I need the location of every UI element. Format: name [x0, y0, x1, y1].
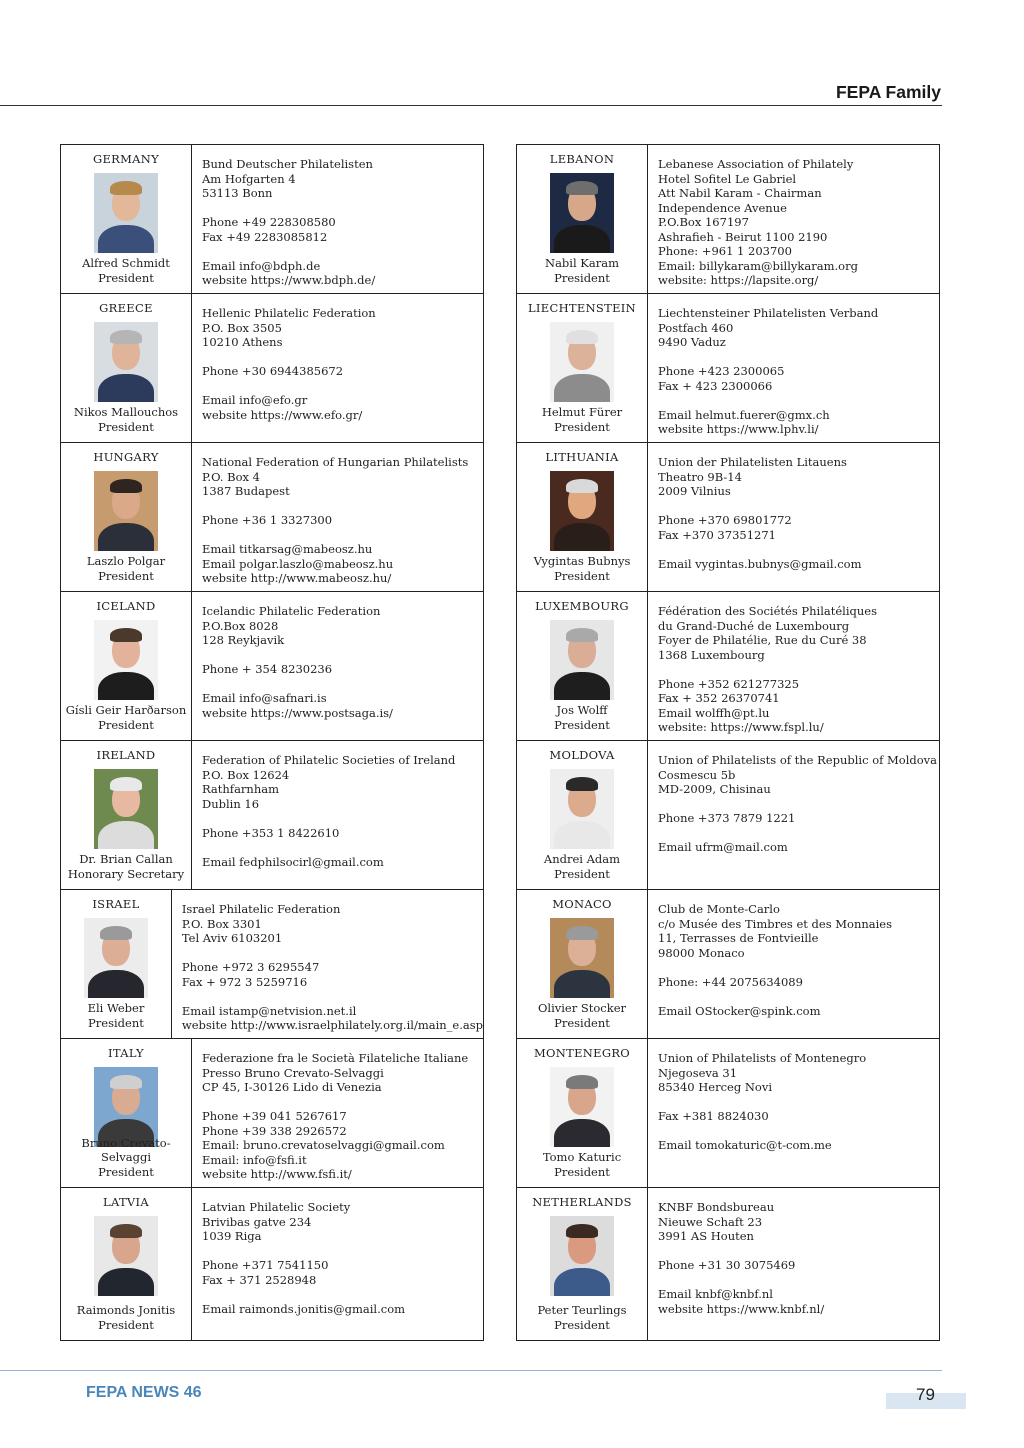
- contact-details: [192, 443, 483, 591]
- contact-line: Phone +353 1 8422610: [202, 825, 340, 840]
- contact-line: P.O. Box 12624: [202, 767, 290, 782]
- representative-caption: [61, 1303, 191, 1332]
- contact-block: [202, 215, 483, 244]
- federation-entry: [61, 890, 483, 1039]
- contact-block: [202, 1109, 483, 1182]
- contact-details: [648, 294, 939, 442]
- contact-line: Njegoseva 31: [658, 1065, 738, 1080]
- contact-block: [202, 604, 483, 648]
- representative-role: President: [554, 1015, 610, 1030]
- federation-entry: [61, 294, 483, 443]
- representative-name: Olivier Stocker: [537, 1001, 627, 1015]
- federation-entry: [61, 592, 483, 741]
- contact-block: [658, 1287, 939, 1316]
- representative-caption: [517, 405, 647, 434]
- country-name: HUNGARY: [93, 450, 159, 464]
- representative-cell: [61, 890, 172, 1038]
- contact-line: Ashrafieh - Beirut 1100 2190: [658, 229, 828, 244]
- contact-line: Hellenic Philatelic Federation: [202, 306, 376, 320]
- contact-line: Phone +371 7541150: [202, 1258, 329, 1272]
- contact-block: [202, 157, 483, 201]
- contact-line: Email vygintas.bubnys@gmail.com: [658, 556, 862, 571]
- representative-caption: [517, 1150, 647, 1179]
- contact-line: Hotel Sofitel Le Gabriel: [658, 171, 797, 186]
- portrait-photo: [94, 173, 158, 253]
- contact-line: Israel Philatelic Federation: [181, 902, 341, 916]
- contact-block: [658, 811, 939, 826]
- country-name: LIECHTENSTEIN: [528, 301, 636, 315]
- contact-line: Email: info@fsfi.it: [202, 1152, 307, 1167]
- portrait-photo: [550, 769, 614, 849]
- representative-role: President: [88, 1015, 144, 1030]
- representative-cell: [61, 1039, 192, 1187]
- portrait-photo: [550, 1216, 614, 1296]
- contact-line: Phone: +961 1 203700: [658, 244, 792, 258]
- representative-name: Nikos Mallouchos: [73, 405, 179, 419]
- contact-block: [658, 408, 939, 437]
- country-name: ITALY: [108, 1046, 144, 1060]
- federation-entry: [517, 890, 939, 1039]
- country-name: IRELAND: [96, 748, 156, 762]
- representative-role: President: [98, 419, 154, 434]
- representative-name: Bruno Crevato-Selvaggi: [81, 1135, 171, 1164]
- country-name: LITHUANIA: [545, 450, 619, 464]
- contact-line: Phone +972 3 6295547: [181, 960, 320, 974]
- contact-details: [648, 443, 939, 591]
- representative-role: President: [98, 568, 154, 583]
- contact-block: [658, 902, 939, 960]
- representative-cell: [517, 145, 648, 293]
- representative-cell: [61, 294, 192, 442]
- contact-block: [658, 364, 939, 393]
- contact-line: Email polgar.laszlo@mabeosz.hu: [202, 556, 394, 571]
- contact-line: Fax +49 2283085812: [202, 229, 328, 244]
- contact-block: [658, 557, 939, 572]
- contact-block: [202, 455, 483, 499]
- federation-entry: [61, 741, 483, 890]
- contact-line: Fax +370 37351271: [658, 527, 776, 542]
- contact-block: [658, 1051, 939, 1095]
- contact-line: website http://www.mabeosz.hu/: [202, 571, 392, 585]
- contact-line: Union of Philatelists of the Republic of Moldova: [658, 753, 938, 767]
- contact-block: [658, 1004, 939, 1019]
- contact-line: website: https://www.fspl.lu/: [658, 720, 824, 734]
- contact-line: Fédération des Sociétés Philatéliques: [658, 604, 878, 618]
- contact-line: National Federation of Hungarian Philatelists: [202, 455, 469, 469]
- representative-name: Jos Wolff: [556, 703, 608, 717]
- representative-name: Tomo Katuric: [542, 1150, 622, 1164]
- representative-cell: [61, 592, 192, 740]
- contact-line: Email info@safnari.is: [202, 691, 327, 705]
- representative-caption: [517, 1001, 647, 1030]
- contact-block: [658, 455, 939, 499]
- contact-line: Fax + 352 26370741: [658, 691, 780, 705]
- contact-details: [648, 1039, 939, 1187]
- country-name: ICELAND: [96, 599, 156, 613]
- contact-line: Phone +423 2300065: [658, 364, 785, 378]
- contact-line: Phone +373 7879 1221: [658, 811, 796, 825]
- contact-line: P.O. Box 4: [202, 469, 260, 484]
- contact-block: [202, 855, 483, 870]
- contact-line: Icelandic Philatelic Federation: [202, 604, 381, 618]
- representative-caption: [61, 1136, 191, 1180]
- contact-block: [658, 1138, 939, 1153]
- contact-line: website: https://lapsite.org/: [658, 273, 819, 287]
- contact-line: Email ufrm@mail.com: [658, 840, 788, 854]
- contact-line: P.O.Box 167197: [658, 215, 749, 229]
- contact-line: Email istamp@netvision.net.il: [181, 1003, 357, 1018]
- contact-line: 53113 Bonn: [202, 186, 273, 200]
- contact-line: Theatro 9B-14: [658, 469, 742, 484]
- contact-details: [648, 741, 939, 889]
- contact-line: Federation of Philatelic Societies of Ireland: [202, 753, 456, 767]
- contact-line: Presso Bruno Crevato-Selvaggi: [202, 1065, 384, 1080]
- section-title: FEPA Family: [835, 82, 941, 102]
- federation-entry: [61, 1039, 483, 1188]
- representative-caption: [61, 1001, 171, 1030]
- portrait-photo: [550, 471, 614, 551]
- federation-entry: [61, 145, 483, 294]
- contact-line: Phone +31 30 3075469: [658, 1258, 796, 1272]
- representative-caption: [517, 256, 647, 285]
- portrait-photo: [550, 1067, 614, 1147]
- contact-line: MD-2009, Chisinau: [658, 782, 771, 796]
- contact-line: 2009 Vilnius: [658, 484, 731, 498]
- contact-line: 85340 Herceg Novi: [658, 1080, 772, 1094]
- contact-line: 98000 Monaco: [658, 945, 745, 960]
- contact-line: Brivibas gatve 234: [202, 1214, 312, 1229]
- federation-entry: [517, 592, 939, 741]
- contact-details: [192, 1039, 483, 1187]
- representative-cell: [517, 1039, 648, 1187]
- contact-block: [202, 826, 483, 841]
- contact-line: Fax + 423 2300066: [658, 378, 773, 393]
- publication-title: FEPA NEWS 46: [86, 1384, 202, 1401]
- portrait-photo: [94, 322, 158, 402]
- contact-line: P.O.Box 8028: [202, 618, 279, 633]
- contact-line: 9490 Vaduz: [658, 335, 726, 349]
- contact-line: Latvian Philatelic Society: [202, 1200, 351, 1214]
- representative-name: Nabil Karam: [545, 256, 619, 270]
- country-name: MOLDOVA: [549, 748, 615, 762]
- country-name: MONACO: [552, 897, 612, 911]
- representative-caption: [517, 852, 647, 881]
- representative-name: Raimonds Jonitis: [76, 1303, 176, 1317]
- country-name: ISRAEL: [92, 897, 140, 911]
- contact-line: Independence Avenue: [658, 200, 787, 215]
- representative-caption: [517, 703, 647, 732]
- contact-line: website http://www.fsfi.it/: [202, 1167, 352, 1181]
- contact-line: Fax + 371 2528948: [202, 1272, 317, 1287]
- contact-details: [648, 1188, 939, 1340]
- contact-line: 3991 AS Houten: [658, 1229, 754, 1243]
- contact-details: [648, 145, 939, 293]
- portrait-photo: [550, 322, 614, 402]
- contact-line: KNBF Bondsbureau: [658, 1200, 775, 1214]
- contact-line: Bund Deutscher Philatelisten: [202, 157, 373, 171]
- contact-line: Union of Philatelists of Montenegro: [658, 1051, 867, 1065]
- representative-role: President: [554, 1164, 610, 1179]
- contact-line: Email info@bdph.de: [202, 258, 321, 273]
- contact-line: Fax + 972 3 5259716: [181, 974, 308, 989]
- contact-line: Email knbf@knbf.nl: [658, 1287, 773, 1301]
- contact-details: [192, 741, 483, 889]
- representative-cell: [517, 294, 648, 442]
- contact-line: website https://www.efo.gr/: [202, 407, 363, 422]
- contact-block: [202, 662, 483, 677]
- contact-block: [658, 753, 939, 797]
- representative-caption: [61, 256, 191, 285]
- contact-line: Fax +381 8824030: [658, 1109, 769, 1123]
- federation-entry: [517, 1039, 939, 1188]
- contact-line: Email OStocker@spink.com: [658, 1003, 821, 1018]
- contact-line: Liechtensteiner Philatelisten Verband: [658, 306, 879, 320]
- contact-block: [182, 1004, 483, 1033]
- representative-caption: [517, 1303, 647, 1332]
- contact-line: website https://www.bdph.de/: [202, 273, 376, 287]
- contact-block: [658, 1109, 939, 1124]
- contact-line: Phone + 354 8230236: [202, 662, 333, 676]
- contact-details: [648, 890, 939, 1038]
- contact-block: [658, 513, 939, 542]
- contact-block: [202, 306, 483, 350]
- contact-line: Email: billykaram@billykaram.org: [658, 258, 858, 273]
- representative-name: Laszlo Polgar: [86, 554, 166, 568]
- federation-entry: [517, 145, 939, 294]
- representative-caption: [61, 703, 191, 732]
- contact-block: [182, 902, 483, 946]
- federation-entry: [61, 443, 483, 592]
- contact-line: Cosmescu 5b: [658, 767, 736, 782]
- contact-block: [202, 542, 483, 586]
- contact-line: Phone +352 621277325: [658, 676, 800, 691]
- federation-entry: [517, 443, 939, 592]
- contact-line: P.O. Box 3505: [202, 320, 282, 335]
- contact-block: [202, 1302, 483, 1317]
- representative-caption: [61, 554, 191, 583]
- contact-block: [202, 393, 483, 422]
- portrait-photo: [550, 173, 614, 253]
- contact-line: website https://www.knbf.nl/: [658, 1301, 825, 1316]
- contact-line: 11, Terrasses de Fontvieille: [658, 931, 819, 945]
- contact-line: Email helmut.fuerer@gmx.ch: [658, 407, 830, 422]
- portrait-photo: [94, 471, 158, 551]
- contact-line: Lebanese Association of Philately: [658, 157, 854, 171]
- representative-role: President: [98, 270, 154, 285]
- representative-caption: [61, 852, 191, 881]
- contact-line: du Grand-Duché de Luxembourg: [658, 618, 850, 633]
- contact-line: Email wolffh@pt.lu: [658, 705, 770, 720]
- contact-line: 10210 Athens: [202, 335, 283, 349]
- portrait-photo: [550, 918, 614, 998]
- representative-role: President: [554, 270, 610, 285]
- contact-line: P.O. Box 3301: [181, 916, 262, 931]
- representative-name: Andrei Adam: [543, 852, 621, 866]
- footer-rule: [0, 1370, 942, 1371]
- contact-line: Tel Aviv 6103201: [181, 931, 283, 945]
- contact-block: [202, 259, 483, 288]
- representative-name: Alfred Schmidt: [82, 256, 170, 270]
- page-number: 79: [916, 1385, 935, 1404]
- contact-details: [648, 592, 939, 740]
- contact-line: Rathfarnham: [202, 782, 279, 796]
- portrait-photo: [94, 1216, 158, 1296]
- contact-line: Club de Monte-Carlo: [658, 902, 780, 916]
- contact-line: Phone +39 041 5267617: [202, 1109, 347, 1123]
- representative-role: President: [554, 717, 610, 732]
- contact-line: Dublin 16: [202, 796, 260, 811]
- contact-line: website https://www.postsaga.is/: [202, 705, 393, 720]
- representative-name: Vygintas Bubnys: [533, 554, 631, 568]
- contact-line: Email fedphilsocirl@gmail.com: [202, 854, 384, 869]
- contact-block: [202, 513, 483, 528]
- representative-role: President: [554, 419, 610, 434]
- federation-entry: [517, 294, 939, 443]
- contact-details: [192, 145, 483, 293]
- contact-line: 1039 Riga: [202, 1229, 262, 1243]
- contact-block: [182, 960, 483, 989]
- representative-role: President: [554, 866, 610, 881]
- contact-details: [172, 890, 483, 1038]
- portrait-photo: [94, 769, 158, 849]
- contact-block: [202, 753, 483, 811]
- contact-block: [658, 604, 939, 662]
- contact-line: Phone +39 338 2926572: [202, 1123, 347, 1138]
- contact-block: [658, 840, 939, 855]
- contact-line: Am Hofgarten 4: [202, 171, 296, 186]
- contact-line: website http://www.israelphilately.org.il/main_e.asp: [181, 1018, 483, 1032]
- country-name: MONTENEGRO: [533, 1046, 631, 1060]
- country-name: LATVIA: [103, 1195, 149, 1209]
- representative-caption: [517, 554, 647, 583]
- representative-cell: [61, 443, 192, 591]
- contact-line: 1387 Budapest: [202, 484, 290, 498]
- representative-cell: [61, 145, 192, 293]
- country-name: NETHERLANDS: [532, 1195, 632, 1209]
- representative-name: Dr. Brian Callan: [79, 852, 173, 866]
- right-column: [516, 144, 940, 1341]
- portrait-photo: [84, 918, 148, 998]
- country-name: LUXEMBOURG: [535, 599, 629, 613]
- representative-role: President: [98, 717, 154, 732]
- contact-line: Union der Philatelisten Litauens: [658, 455, 847, 469]
- contact-line: Email raimonds.jonitis@gmail.com: [202, 1301, 406, 1316]
- contact-block: [658, 677, 939, 735]
- contact-line: Federazione fra le Società Filateliche Italiane: [202, 1051, 469, 1065]
- country-name: LEBANON: [549, 152, 615, 166]
- portrait-photo: [94, 620, 158, 700]
- representative-role: President: [554, 1317, 610, 1332]
- contact-block: [658, 306, 939, 350]
- representative-cell: [517, 741, 648, 889]
- contact-line: website https://www.lphv.li/: [658, 422, 819, 436]
- contact-details: [192, 1188, 483, 1340]
- representative-name: Peter Teurlings: [537, 1303, 627, 1317]
- contact-line: Email tomokaturic@t-com.me: [658, 1138, 832, 1152]
- representative-cell: [517, 592, 648, 740]
- representative-cell: [517, 443, 648, 591]
- contact-line: Phone +30 6944385672: [202, 364, 344, 378]
- representative-role: President: [554, 568, 610, 583]
- contact-block: [658, 157, 939, 288]
- country-name: GREECE: [99, 301, 153, 315]
- contact-line: c/o Musée des Timbres et des Monnaies: [658, 916, 893, 931]
- contact-line: Email: bruno.crevatoselvaggi@gmail.com: [202, 1138, 445, 1152]
- representative-cell: [61, 1188, 192, 1340]
- contact-line: Foyer de Philatélie, Rue du Curé 38: [658, 633, 867, 647]
- contact-line: Email titkarsag@mabeosz.hu: [202, 542, 373, 556]
- contact-line: Phone +49 228308580: [202, 215, 336, 229]
- contact-line: Phone: +44 2075634089: [658, 974, 803, 989]
- contact-details: [192, 294, 483, 442]
- representative-cell: [517, 1188, 648, 1340]
- contact-line: Postfach 460: [658, 320, 734, 335]
- contact-line: 128 Reykjavik: [202, 633, 285, 647]
- contact-line: Nieuwe Schaft 23: [658, 1214, 763, 1229]
- contact-line: Att Nabil Karam - Chairman: [658, 186, 822, 200]
- federation-entry: [517, 741, 939, 890]
- contact-line: Phone +36 1 3327300: [202, 513, 333, 527]
- federation-entry: [517, 1188, 939, 1341]
- contact-block: [202, 1200, 483, 1244]
- contact-block: [202, 364, 483, 379]
- contact-block: [202, 1258, 483, 1287]
- contact-block: [658, 1200, 939, 1244]
- header-rule: [0, 105, 942, 106]
- left-column: [60, 144, 484, 1341]
- contact-block: [658, 975, 939, 990]
- representative-role: President: [98, 1317, 154, 1332]
- contact-line: 1368 Luxembourg: [658, 647, 765, 662]
- contact-line: Email info@efo.gr: [202, 393, 308, 407]
- contact-block: [202, 1051, 483, 1095]
- portrait-photo: [550, 620, 614, 700]
- contact-line: CP 45, I-30126 Lido di Venezia: [202, 1080, 382, 1094]
- contact-line: Phone +370 69801772: [658, 513, 792, 527]
- country-name: GERMANY: [92, 152, 160, 166]
- contact-details: [192, 592, 483, 740]
- federation-entry: [61, 1188, 483, 1341]
- contact-block: [202, 691, 483, 720]
- representative-role: President: [98, 1164, 154, 1179]
- representative-role: Honorary Secretary: [67, 866, 185, 881]
- representative-name: Helmut Fürer: [541, 405, 623, 419]
- contact-block: [658, 1258, 939, 1273]
- representative-cell: [61, 741, 192, 889]
- representative-caption: [61, 405, 191, 434]
- representative-name: Eli Weber: [87, 1001, 145, 1015]
- representative-cell: [517, 890, 648, 1038]
- representative-name: Gísli Geir Harðarson: [65, 703, 187, 717]
